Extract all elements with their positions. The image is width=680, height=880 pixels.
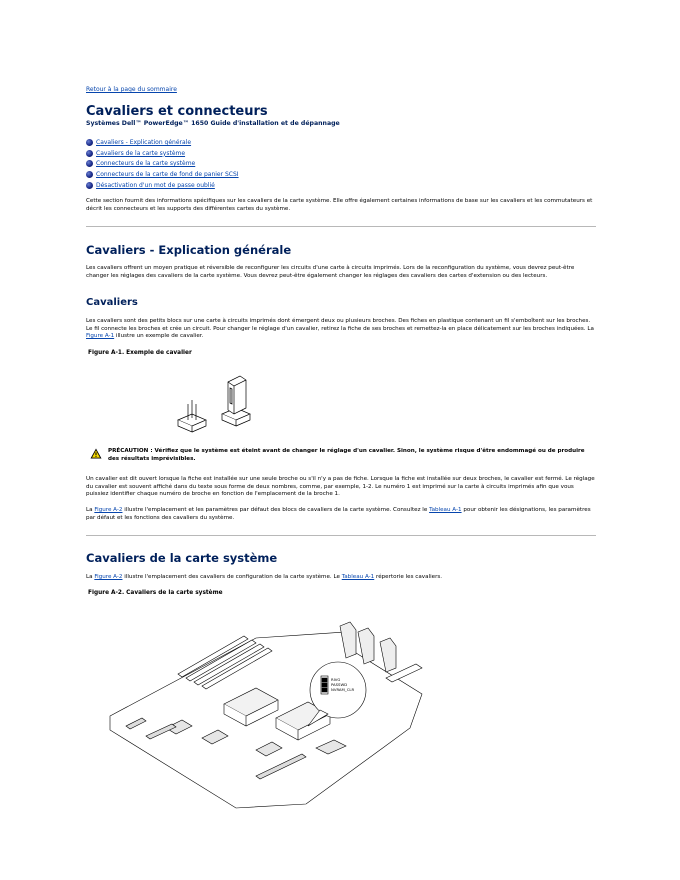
warning-icon [90, 448, 102, 459]
toc-link-connecteurs-carte[interactable]: Connecteurs de la carte système [96, 160, 196, 168]
toc-item [86, 159, 239, 170]
toc-item [86, 169, 239, 180]
toc-link-mot-de-passe[interactable]: Désactivation d'un mot de passe oublié [96, 182, 215, 190]
bullet-icon [86, 139, 93, 146]
toc-item [86, 137, 239, 148]
cavaliers-paragraph: Les cavaliers sont des petits blocs sur une carte à circuits imprimés dont émergent deux ou plusieurs broches. Des fiches en plastique contenant un fil s'emboîtent sur les broches. Le fil connecte les broches et crée un circuit. Pour changer le réglage d'un cavalier, retirez la fiche de ses broches et remettez-la en place délicatement sur les broches indiquées. La Figure A-1 illustre un exemple de cavalier. [86, 318, 594, 340]
jumper-example-figure [170, 374, 260, 438]
section-heading-explication: Cavaliers - Explication générale [86, 243, 292, 257]
cavaliers-carte-paragraph: La Figure A-2 illustre l'emplacement des cavaliers de configuration de la carte système. Le Tableau A-1 répertorie les cavaliers. [86, 574, 443, 580]
table-of-contents [86, 137, 239, 191]
bullet-icon [86, 182, 93, 189]
section-heading-cavaliers-carte: Cavaliers de la carte système [86, 551, 278, 565]
divider [86, 226, 596, 227]
jumper-open-paragraph: Un cavalier est dit ouvert lorsque la fiche est installée sur une seule broche ou s'il n'y a pas de fiche. Lorsque la fiche est installée sur deux broches, le cavalier est fermé. Le réglage du cavalier est souvent affiché dans du texte sous forme de deux nombres, comme, par exemple, 1-2. Le numéro 1 est imprimé sur la carte à circuits imprimés afin que vous puissiez identifier chaque numéro de broche en fonction de l'emplacement de la broche 1. [86, 476, 595, 498]
table-a1-link[interactable]: Tableau A-1 [341, 574, 375, 580]
figure-a1-caption: Figure A-1. Exemple de cavalier [88, 350, 192, 356]
figure-a1-link[interactable]: Figure A-1 [86, 333, 115, 340]
figure-a2-caption: Figure A-2. Cavaliers de la carte système [88, 590, 223, 596]
bullet-icon [86, 150, 93, 157]
bullet-icon [86, 171, 93, 178]
toc-link-cavaliers-carte[interactable]: Cavaliers de la carte système [96, 149, 186, 157]
figure-a2-link[interactable]: Figure A-2 [94, 507, 123, 513]
callout-label-nvram: NVRAM_CLR [331, 687, 355, 692]
bullet-icon [86, 160, 93, 167]
divider [86, 535, 596, 536]
system-board-figure [106, 608, 436, 818]
table-a1-link[interactable]: Tableau A-1 [429, 507, 462, 513]
toc-item [86, 180, 239, 191]
subsection-heading-cavaliers: Cavaliers [86, 297, 138, 308]
callout-label-rivg: RIVG [331, 677, 341, 682]
caution-note [90, 448, 590, 463]
callout-label-passwd: PASSWD [331, 682, 348, 687]
page-subtitle: Systèmes Dell™ PowerEdge™ 1650 Guide d'installation et de dépannage [86, 120, 340, 127]
back-to-contents-link[interactable]: Retour à la page du sommaire [86, 86, 177, 93]
toc-link-explication[interactable]: Cavaliers - Explication générale [96, 138, 192, 146]
figure-a2-reference-paragraph: La Figure A-2 illustre l'emplacement et les paramètres par défaut des blocs de cavaliers de la carte système. Consultez le Tableau A-1 pour obtenir les désignations, les paramètres par défaut et les fonctions des cavaliers du système. [86, 507, 591, 521]
intro-paragraph: Cette section fournit des informations spécifiques sur les cavaliers de la carte système. Elle offre également certaines informations de base sur les cavaliers et les commutateurs et décrit les connecteurs et les supports des différentes cartes du système. [86, 198, 593, 212]
caution-text: PRÉCAUTION : Vérifiez que le système est éteint avant de changer le réglage d'un cavalier. Sinon, le système risque d'être endommagé ou de produire des résultats imprévisibles. [108, 448, 585, 462]
toc-item [86, 148, 239, 159]
page-title: Cavaliers et connecteurs [86, 104, 268, 119]
toc-link-connecteurs-scsi[interactable]: Connecteurs de la carte de fond de panier SCSI [96, 171, 239, 179]
figure-a2-link[interactable]: Figure A-2 [94, 574, 123, 580]
explication-paragraph: Les cavaliers offrent un moyen pratique et réversible de reconfigurer les circuits d'une carte à circuits imprimés. Lors de la reconfiguration du système, vous devrez peut-être changer les réglages des cavaliers de la carte système. Vous devrez peut-être également changer les réglages des cavaliers des cartes d'extension ou des lecteurs. [86, 265, 575, 279]
